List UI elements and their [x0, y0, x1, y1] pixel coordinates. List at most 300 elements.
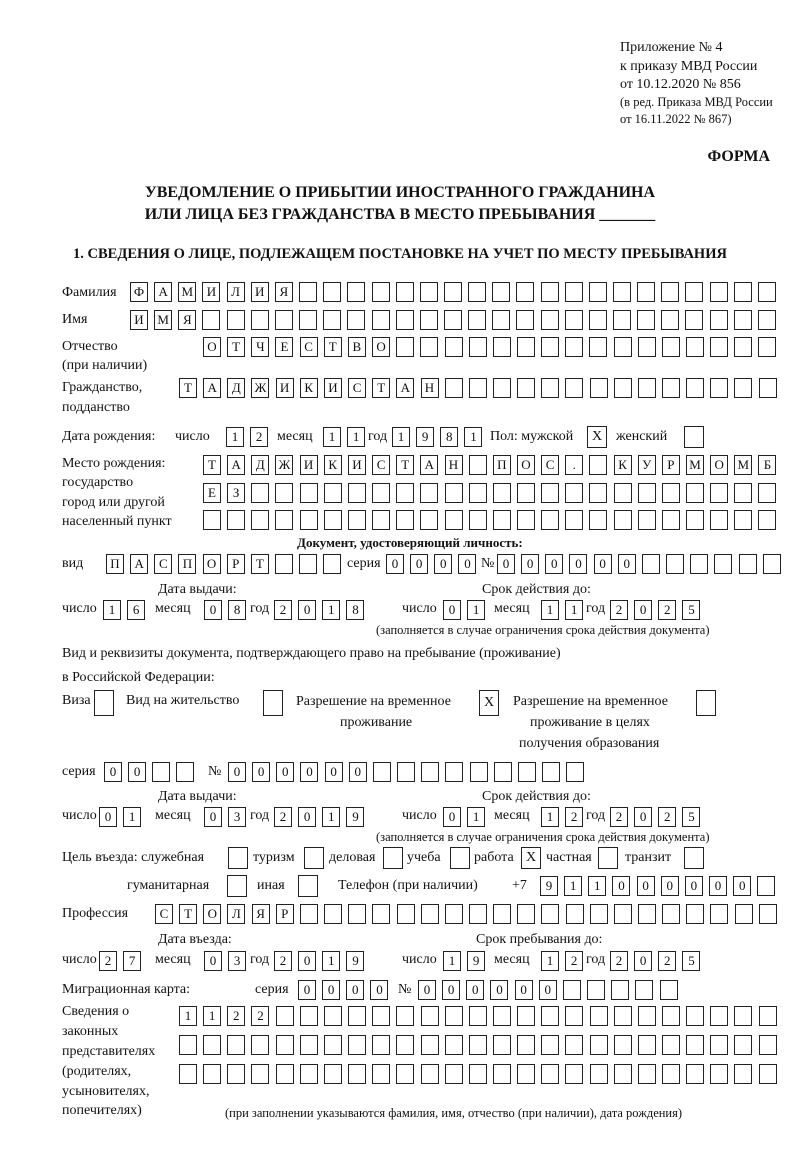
patronymic-char-box[interactable]: Ч [251, 337, 269, 357]
patronymic-char-box[interactable]: Т [324, 337, 342, 357]
reps-3-char-box[interactable] [227, 1064, 245, 1084]
citizenship-char-box[interactable]: Д [227, 378, 245, 398]
stay-number-char-box[interactable] [542, 762, 560, 782]
surname-char-box[interactable] [347, 282, 365, 302]
stay-day-char-box[interactable]: 1 [443, 951, 461, 971]
citizenship-char-box[interactable]: Т [372, 378, 390, 398]
mc-number-char-box[interactable]: 0 [490, 980, 508, 1000]
birth-place-1-char-box[interactable]: О [517, 455, 535, 475]
birth-place-2-char-box[interactable] [758, 483, 776, 503]
citizenship-char-box[interactable] [759, 378, 777, 398]
stay-issue-month-char-box[interactable]: 3 [228, 807, 246, 827]
id-number-char-box[interactable]: 0 [521, 554, 539, 574]
profession-char-box[interactable] [590, 904, 608, 924]
birth-place-1-char-box[interactable]: С [372, 455, 390, 475]
reps-1-char-box[interactable]: 1 [203, 1006, 221, 1026]
reps-1-char-box[interactable] [759, 1006, 777, 1026]
id-kind-char-box[interactable]: А [130, 554, 148, 574]
id-valid-year-char-box[interactable]: 2 [658, 600, 676, 620]
reps-3-char-box[interactable] [662, 1064, 680, 1084]
mc-number-char-box[interactable] [563, 980, 581, 1000]
profession-char-box[interactable]: С [155, 904, 173, 924]
birth-place-1-char-box[interactable]: О [710, 455, 728, 475]
patronymic-char-box[interactable] [734, 337, 752, 357]
mc-number-char-box[interactable]: 0 [466, 980, 484, 1000]
patronymic-char-box[interactable]: В [348, 337, 366, 357]
birth-place-3-char-box[interactable] [662, 510, 680, 530]
profession-char-box[interactable] [397, 904, 415, 924]
surname-char-box[interactable] [299, 282, 317, 302]
reps-3-char-box[interactable] [300, 1064, 318, 1084]
reps-3-char-box[interactable] [565, 1064, 583, 1084]
surname-char-box[interactable] [541, 282, 559, 302]
citizenship-char-box[interactable]: С [348, 378, 366, 398]
surname-char-box[interactable]: Л [227, 282, 245, 302]
birth-place-2-char-box[interactable] [686, 483, 704, 503]
patronymic-char-box[interactable] [541, 337, 559, 357]
profession-char-box[interactable] [372, 904, 390, 924]
entry-month-char-box[interactable]: 3 [228, 951, 246, 971]
stay-issue-year-char-box[interactable]: 0 [298, 807, 316, 827]
birth-place-3-char-box[interactable] [396, 510, 414, 530]
reps-1-char-box[interactable] [300, 1006, 318, 1026]
stay-number-char-box[interactable] [470, 762, 488, 782]
stay-valid-year-char-box[interactable]: 2 [658, 807, 676, 827]
birth-place-2-char-box[interactable] [445, 483, 463, 503]
birth-place-2-char-box[interactable] [710, 483, 728, 503]
phone-char-box[interactable]: 9 [540, 876, 558, 896]
birth-place-3-char-box[interactable] [565, 510, 583, 530]
reps-1-char-box[interactable] [638, 1006, 656, 1026]
profession-char-box[interactable] [445, 904, 463, 924]
reps-1-char-box[interactable] [710, 1006, 728, 1026]
reps-2-char-box[interactable] [686, 1035, 704, 1055]
patronymic-char-box[interactable] [614, 337, 632, 357]
phone-char-box[interactable]: 0 [685, 876, 703, 896]
surname-char-box[interactable] [396, 282, 414, 302]
citizenship-char-box[interactable] [565, 378, 583, 398]
sex-female-checkbox[interactable] [684, 426, 704, 448]
birth-place-2-char-box[interactable] [324, 483, 342, 503]
name-char-box[interactable] [468, 310, 486, 330]
reps-2-char-box[interactable] [203, 1035, 221, 1055]
reps-1-char-box[interactable] [686, 1006, 704, 1026]
phone-char-box[interactable]: 0 [612, 876, 630, 896]
surname-char-box[interactable] [685, 282, 703, 302]
birth-place-1-char-box[interactable]: М [686, 455, 704, 475]
reps-2-char-box[interactable] [614, 1035, 632, 1055]
patronymic-char-box[interactable] [469, 337, 487, 357]
patronymic-char-box[interactable]: О [372, 337, 390, 357]
name-char-box[interactable] [323, 310, 341, 330]
birth-place-1-char-box[interactable]: К [614, 455, 632, 475]
id-issue-year-char-box[interactable]: 0 [298, 600, 316, 620]
reps-1-char-box[interactable] [324, 1006, 342, 1026]
reps-1-char-box[interactable] [734, 1006, 752, 1026]
id-issue-year-char-box[interactable]: 8 [346, 600, 364, 620]
birth-place-2-char-box[interactable] [541, 483, 559, 503]
patronymic-char-box[interactable] [710, 337, 728, 357]
stay-valid-month-char-box[interactable]: 1 [541, 807, 559, 827]
citizenship-char-box[interactable]: И [324, 378, 342, 398]
birth-place-3-char-box[interactable] [300, 510, 318, 530]
residence-checkbox[interactable] [263, 690, 283, 716]
stay-issue-year-char-box[interactable]: 1 [322, 807, 340, 827]
stay-valid-year-char-box[interactable]: 2 [610, 807, 628, 827]
patronymic-char-box[interactable] [662, 337, 680, 357]
name-char-box[interactable] [347, 310, 365, 330]
reps-2-char-box[interactable] [251, 1035, 269, 1055]
name-char-box[interactable] [661, 310, 679, 330]
surname-char-box[interactable] [734, 282, 752, 302]
birth-place-1-char-box[interactable]: М [734, 455, 752, 475]
reps-1-char-box[interactable] [493, 1006, 511, 1026]
birth-place-1-char-box[interactable]: . [565, 455, 583, 475]
profession-char-box[interactable] [348, 904, 366, 924]
citizenship-char-box[interactable]: А [396, 378, 414, 398]
phone-char-box[interactable]: 0 [637, 876, 655, 896]
id-number-char-box[interactable]: 0 [569, 554, 587, 574]
id-number-char-box[interactable]: 0 [497, 554, 515, 574]
reps-2-char-box[interactable] [759, 1035, 777, 1055]
birth-place-1-char-box[interactable]: И [348, 455, 366, 475]
id-number-char-box[interactable] [690, 554, 708, 574]
reps-2-char-box[interactable] [541, 1035, 559, 1055]
reps-1-char-box[interactable] [372, 1006, 390, 1026]
citizenship-char-box[interactable]: И [276, 378, 294, 398]
phone-char-box[interactable] [757, 876, 775, 896]
citizenship-char-box[interactable]: Т [179, 378, 197, 398]
reps-2-char-box[interactable] [227, 1035, 245, 1055]
birth-place-1-char-box[interactable]: Д [251, 455, 269, 475]
profession-char-box[interactable] [469, 904, 487, 924]
surname-char-box[interactable] [637, 282, 655, 302]
birth-place-3-char-box[interactable] [493, 510, 511, 530]
p-work-checkbox[interactable]: X [521, 847, 541, 869]
profession-char-box[interactable] [517, 904, 535, 924]
reps-2-char-box[interactable] [590, 1035, 608, 1055]
citizenship-char-box[interactable] [614, 378, 632, 398]
stay-year-char-box[interactable]: 2 [658, 951, 676, 971]
name-char-box[interactable] [444, 310, 462, 330]
id-kind-char-box[interactable]: П [106, 554, 124, 574]
surname-char-box[interactable]: Ф [130, 282, 148, 302]
birth-place-3-char-box[interactable] [324, 510, 342, 530]
id-number-char-box[interactable]: 0 [594, 554, 612, 574]
profession-char-box[interactable]: Т [179, 904, 197, 924]
citizenship-char-box[interactable]: Ж [251, 378, 269, 398]
reps-3-char-box[interactable] [372, 1064, 390, 1084]
reps-2-char-box[interactable] [517, 1035, 535, 1055]
p-service-checkbox[interactable] [228, 847, 248, 869]
patronymic-char-box[interactable] [445, 337, 463, 357]
surname-char-box[interactable] [468, 282, 486, 302]
p-humanitarian-checkbox[interactable] [227, 875, 247, 897]
patronymic-char-box[interactable] [589, 337, 607, 357]
stay-number-char-box[interactable] [373, 762, 391, 782]
stay-number-char-box[interactable] [397, 762, 415, 782]
reps-2-char-box[interactable] [710, 1035, 728, 1055]
id-issue-year-char-box[interactable]: 1 [322, 600, 340, 620]
birth-place-3-char-box[interactable] [710, 510, 728, 530]
stay-series-char-box[interactable]: 0 [104, 762, 122, 782]
patronymic-char-box[interactable] [493, 337, 511, 357]
mc-number-char-box[interactable]: 0 [515, 980, 533, 1000]
stay-valid-day-char-box[interactable]: 0 [443, 807, 461, 827]
birth-place-2-char-box[interactable] [300, 483, 318, 503]
stay-issue-day-char-box[interactable]: 0 [99, 807, 117, 827]
citizenship-char-box[interactable]: Н [421, 378, 439, 398]
stay-number-char-box[interactable]: 0 [276, 762, 294, 782]
birth-month-char-box[interactable]: 1 [347, 427, 365, 447]
reps-1-char-box[interactable]: 2 [251, 1006, 269, 1026]
stay-number-char-box[interactable]: 0 [349, 762, 367, 782]
birth-place-1-char-box[interactable]: А [420, 455, 438, 475]
name-char-box[interactable] [251, 310, 269, 330]
patronymic-char-box[interactable]: Е [275, 337, 293, 357]
birth-place-3-char-box[interactable] [251, 510, 269, 530]
stay-valid-year-char-box[interactable]: 0 [634, 807, 652, 827]
surname-char-box[interactable] [372, 282, 390, 302]
temp-edu-checkbox[interactable] [696, 690, 716, 716]
reps-2-char-box[interactable] [348, 1035, 366, 1055]
id-series-char-box[interactable]: 0 [434, 554, 452, 574]
reps-3-char-box[interactable] [493, 1064, 511, 1084]
birth-place-2-char-box[interactable] [372, 483, 390, 503]
entry-year-char-box[interactable]: 0 [298, 951, 316, 971]
p-other-checkbox[interactable] [298, 875, 318, 897]
profession-char-box[interactable]: Л [227, 904, 245, 924]
p-private-checkbox[interactable] [598, 847, 618, 869]
stay-year-char-box[interactable]: 0 [634, 951, 652, 971]
citizenship-char-box[interactable] [638, 378, 656, 398]
birth-place-2-char-box[interactable]: З [227, 483, 245, 503]
temp-res-checkbox[interactable]: X [479, 690, 499, 716]
patronymic-char-box[interactable] [565, 337, 583, 357]
birth-place-3-char-box[interactable] [348, 510, 366, 530]
birth-place-2-char-box[interactable] [275, 483, 293, 503]
id-valid-day-char-box[interactable]: 0 [443, 600, 461, 620]
entry-year-char-box[interactable]: 2 [274, 951, 292, 971]
reps-2-char-box[interactable] [324, 1035, 342, 1055]
reps-1-char-box[interactable] [348, 1006, 366, 1026]
birth-place-2-char-box[interactable] [493, 483, 511, 503]
stay-issue-month-char-box[interactable]: 0 [204, 807, 222, 827]
birth-place-1-char-box[interactable]: И [300, 455, 318, 475]
birth-place-3-char-box[interactable] [469, 510, 487, 530]
profession-char-box[interactable] [686, 904, 704, 924]
birth-place-3-char-box[interactable] [445, 510, 463, 530]
reps-2-char-box[interactable] [179, 1035, 197, 1055]
birth-day-char-box[interactable]: 1 [226, 427, 244, 447]
birth-place-3-char-box[interactable] [517, 510, 535, 530]
mc-series-char-box[interactable]: 0 [370, 980, 388, 1000]
surname-char-box[interactable] [516, 282, 534, 302]
profession-char-box[interactable] [710, 904, 728, 924]
birth-place-1-char-box[interactable]: Т [396, 455, 414, 475]
phone-char-box[interactable]: 1 [564, 876, 582, 896]
citizenship-char-box[interactable] [590, 378, 608, 398]
stay-number-char-box[interactable]: 0 [325, 762, 343, 782]
birth-place-2-char-box[interactable] [517, 483, 535, 503]
reps-3-char-box[interactable] [324, 1064, 342, 1084]
birth-place-1-char-box[interactable]: Т [203, 455, 221, 475]
birth-place-2-char-box[interactable] [638, 483, 656, 503]
surname-char-box[interactable] [565, 282, 583, 302]
reps-3-char-box[interactable] [396, 1064, 414, 1084]
stay-day-char-box[interactable]: 9 [467, 951, 485, 971]
birth-place-1-char-box[interactable] [589, 455, 607, 475]
citizenship-char-box[interactable] [686, 378, 704, 398]
profession-char-box[interactable] [614, 904, 632, 924]
profession-char-box[interactable] [735, 904, 753, 924]
patronymic-char-box[interactable] [758, 337, 776, 357]
patronymic-char-box[interactable]: О [203, 337, 221, 357]
reps-3-char-box[interactable] [421, 1064, 439, 1084]
patronymic-char-box[interactable]: Т [227, 337, 245, 357]
id-issue-month-char-box[interactable]: 8 [228, 600, 246, 620]
stay-month-char-box[interactable]: 2 [565, 951, 583, 971]
citizenship-char-box[interactable] [445, 378, 463, 398]
reps-3-char-box[interactable] [469, 1064, 487, 1084]
p-transit-checkbox[interactable] [684, 847, 704, 869]
id-kind-char-box[interactable]: П [178, 554, 196, 574]
name-char-box[interactable]: И [130, 310, 148, 330]
id-number-char-box[interactable] [739, 554, 757, 574]
birth-place-1-char-box[interactable]: У [638, 455, 656, 475]
name-char-box[interactable] [202, 310, 220, 330]
entry-year-char-box[interactable]: 9 [346, 951, 364, 971]
surname-char-box[interactable] [613, 282, 631, 302]
name-char-box[interactable]: М [154, 310, 172, 330]
reps-3-char-box[interactable] [276, 1064, 294, 1084]
birth-place-3-char-box[interactable] [686, 510, 704, 530]
reps-3-char-box[interactable] [590, 1064, 608, 1084]
id-kind-char-box[interactable]: О [203, 554, 221, 574]
stay-number-char-box[interactable] [421, 762, 439, 782]
id-valid-day-char-box[interactable]: 1 [467, 600, 485, 620]
reps-1-char-box[interactable] [445, 1006, 463, 1026]
citizenship-char-box[interactable] [493, 378, 511, 398]
stay-year-char-box[interactable]: 2 [610, 951, 628, 971]
birth-place-1-char-box[interactable]: П [493, 455, 511, 475]
surname-char-box[interactable]: Я [275, 282, 293, 302]
mc-series-char-box[interactable]: 0 [346, 980, 364, 1000]
birth-place-1-char-box[interactable]: С [541, 455, 559, 475]
profession-char-box[interactable] [638, 904, 656, 924]
birth-place-3-char-box[interactable] [227, 510, 245, 530]
citizenship-char-box[interactable]: К [300, 378, 318, 398]
birth-place-2-char-box[interactable] [348, 483, 366, 503]
reps-1-char-box[interactable] [541, 1006, 559, 1026]
entry-day-char-box[interactable]: 7 [123, 951, 141, 971]
name-char-box[interactable] [758, 310, 776, 330]
surname-char-box[interactable] [492, 282, 510, 302]
reps-3-char-box[interactable] [541, 1064, 559, 1084]
reps-3-char-box[interactable] [179, 1064, 197, 1084]
citizenship-char-box[interactable] [662, 378, 680, 398]
stay-number-char-box[interactable] [518, 762, 536, 782]
patronymic-char-box[interactable]: С [300, 337, 318, 357]
name-char-box[interactable] [565, 310, 583, 330]
id-number-char-box[interactable]: 0 [618, 554, 636, 574]
birth-place-2-char-box[interactable] [734, 483, 752, 503]
stay-number-char-box[interactable] [494, 762, 512, 782]
birth-place-2-char-box[interactable] [420, 483, 438, 503]
p-study-checkbox[interactable] [450, 847, 470, 869]
stay-number-char-box[interactable] [445, 762, 463, 782]
birth-place-3-char-box[interactable] [541, 510, 559, 530]
name-char-box[interactable] [516, 310, 534, 330]
profession-char-box[interactable] [759, 904, 777, 924]
id-kind-char-box[interactable]: С [154, 554, 172, 574]
mc-number-char-box[interactable] [635, 980, 653, 1000]
birth-year-char-box[interactable]: 1 [392, 427, 410, 447]
birth-place-3-char-box[interactable] [275, 510, 293, 530]
reps-2-char-box[interactable] [300, 1035, 318, 1055]
name-char-box[interactable] [299, 310, 317, 330]
birth-place-3-char-box[interactable] [614, 510, 632, 530]
name-char-box[interactable] [372, 310, 390, 330]
patronymic-char-box[interactable] [420, 337, 438, 357]
reps-1-char-box[interactable] [565, 1006, 583, 1026]
birth-place-3-char-box[interactable] [372, 510, 390, 530]
birth-place-1-char-box[interactable]: К [324, 455, 342, 475]
reps-3-char-box[interactable] [710, 1064, 728, 1084]
birth-place-2-char-box[interactable] [251, 483, 269, 503]
patronymic-char-box[interactable] [396, 337, 414, 357]
surname-char-box[interactable] [323, 282, 341, 302]
birth-day-char-box[interactable]: 2 [250, 427, 268, 447]
profession-char-box[interactable] [421, 904, 439, 924]
reps-3-char-box[interactable] [638, 1064, 656, 1084]
stay-series-char-box[interactable] [176, 762, 194, 782]
name-char-box[interactable]: Я [178, 310, 196, 330]
mc-number-char-box[interactable]: 0 [539, 980, 557, 1000]
reps-2-char-box[interactable] [469, 1035, 487, 1055]
reps-3-char-box[interactable] [614, 1064, 632, 1084]
id-valid-year-char-box[interactable]: 0 [634, 600, 652, 620]
name-char-box[interactable] [734, 310, 752, 330]
mc-number-char-box[interactable]: 0 [418, 980, 436, 1000]
birth-year-char-box[interactable]: 1 [464, 427, 482, 447]
mc-series-char-box[interactable]: 0 [298, 980, 316, 1000]
reps-1-char-box[interactable] [469, 1006, 487, 1026]
birth-place-2-char-box[interactable] [469, 483, 487, 503]
reps-2-char-box[interactable] [638, 1035, 656, 1055]
phone-char-box[interactable]: 0 [661, 876, 679, 896]
sex-male-checkbox[interactable]: X [587, 426, 607, 448]
surname-char-box[interactable]: А [154, 282, 172, 302]
mc-number-char-box[interactable] [587, 980, 605, 1000]
name-char-box[interactable] [275, 310, 293, 330]
citizenship-char-box[interactable] [517, 378, 535, 398]
id-kind-char-box[interactable] [323, 554, 341, 574]
profession-char-box[interactable] [300, 904, 318, 924]
citizenship-char-box[interactable] [541, 378, 559, 398]
id-number-char-box[interactable]: 0 [545, 554, 563, 574]
birth-place-2-char-box[interactable] [565, 483, 583, 503]
reps-2-char-box[interactable] [565, 1035, 583, 1055]
id-valid-month-char-box[interactable]: 1 [541, 600, 559, 620]
stay-number-char-box[interactable] [566, 762, 584, 782]
reps-3-char-box[interactable] [251, 1064, 269, 1084]
entry-year-char-box[interactable]: 1 [322, 951, 340, 971]
reps-2-char-box[interactable] [734, 1035, 752, 1055]
stay-month-char-box[interactable]: 1 [541, 951, 559, 971]
citizenship-char-box[interactable] [469, 378, 487, 398]
profession-char-box[interactable]: Р [276, 904, 294, 924]
